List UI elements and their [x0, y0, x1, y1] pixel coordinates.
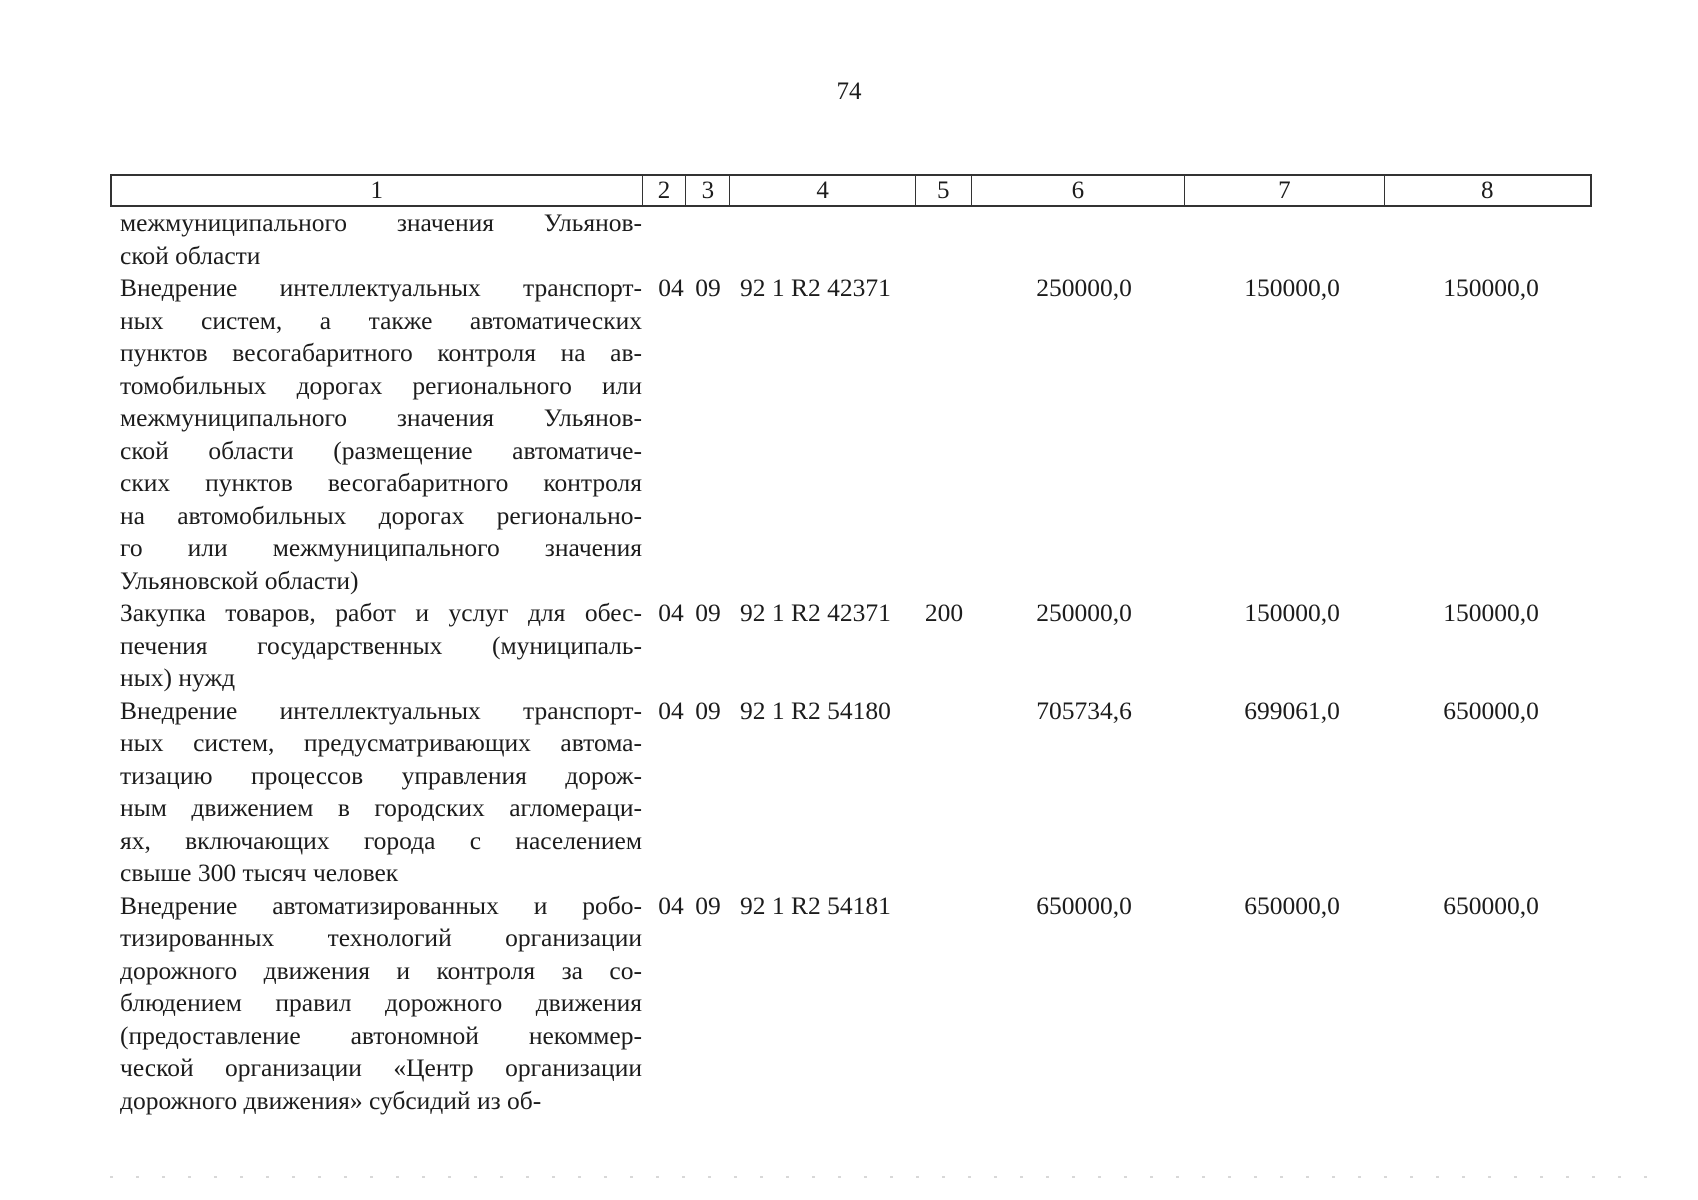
- table-row: [110, 695, 1592, 890]
- scan-artifact-dots: [110, 1176, 1670, 1178]
- column-header-6: 6: [972, 176, 1185, 205]
- row-description: [110, 695, 642, 890]
- description-line: на автомобильных дорогах регионально-: [120, 500, 642, 530]
- column-header-1: 1: [112, 176, 643, 205]
- amount-col-8: 150000,0: [1443, 598, 1539, 627]
- amount-col-8: 650000,0: [1443, 890, 1539, 920]
- table-row: [110, 597, 1592, 695]
- amount-col-8: 650000,0: [1443, 695, 1539, 725]
- subsection-code: 09: [695, 273, 721, 302]
- section-code: 04: [658, 598, 684, 627]
- section-code: 04: [658, 890, 684, 920]
- description-line: тизированных технологий организации: [120, 923, 642, 952]
- column-header-8: 8: [1481, 177, 1494, 204]
- amount-col-8: 150000,0: [1443, 273, 1539, 302]
- expense-type-code: 200: [924, 598, 964, 627]
- description-line: томобильных дорогах регионального или: [120, 370, 642, 400]
- description-line: Внедрение интеллектуальных транспорт-: [120, 695, 642, 725]
- description-line: (предоставление автономной некоммер-: [120, 1020, 642, 1050]
- amount-col-7: 150000,0: [1244, 273, 1340, 302]
- table-header-row: [110, 174, 1592, 207]
- table-row: [110, 890, 1592, 1118]
- subsection-code: 09: [695, 890, 721, 920]
- amount-col-7: 650000,0: [1244, 890, 1340, 920]
- description-line: ных систем, а также автоматических: [120, 305, 642, 335]
- description-line: блюдением правил дорожного движения: [120, 988, 642, 1017]
- description-line: тизацию процессов управления дорож-: [120, 760, 642, 790]
- column-header-7: 7: [1185, 176, 1384, 205]
- description-line: дорожного движения и контроля за со-: [120, 955, 642, 985]
- description-line: ской области (размещение автоматиче-: [120, 435, 642, 465]
- description-line: ных) нужд: [120, 663, 236, 692]
- column-header-3: 3: [686, 176, 730, 205]
- table-row: [110, 207, 1592, 272]
- amount-col-7: 699061,0: [1244, 695, 1340, 725]
- amount-col-6: 705734,6: [1036, 695, 1132, 725]
- description-line: межмуниципального значения Ульянов-: [120, 403, 642, 432]
- section-code: 04: [658, 695, 684, 725]
- target-article-code: 92 1 R2 42371: [740, 273, 891, 302]
- subsection-code: 09: [695, 598, 721, 627]
- row-description: [110, 272, 642, 597]
- description-line: ской области: [120, 240, 261, 270]
- description-line: дорожного движения» субсидий из об-: [120, 1085, 542, 1115]
- row-description: [110, 597, 642, 695]
- column-header-4: 4: [730, 176, 916, 205]
- budget-table: [110, 174, 1592, 1117]
- section-code: 04: [658, 273, 684, 302]
- description-line: межмуниципального значения Ульянов-: [120, 208, 642, 237]
- description-line: ческой организации «Центр организации: [120, 1053, 642, 1082]
- amount-col-6: 650000,0: [1036, 890, 1132, 920]
- table-body: [110, 207, 1592, 1117]
- description-line: ных систем, предусматривающих автома-: [120, 728, 642, 757]
- description-line: го или межмуниципального значения: [120, 533, 642, 562]
- description-line: пунктов весогабаритного контроля на ав-: [120, 338, 642, 367]
- table-row: [110, 272, 1592, 597]
- description-line: печения государственных (муниципаль-: [120, 630, 642, 660]
- amount-col-6: 250000,0: [1036, 273, 1132, 302]
- amount-col-6: 250000,0: [1036, 598, 1132, 627]
- description-line: ских пунктов весогабаритного контроля: [120, 468, 642, 497]
- column-header-2: 2: [643, 176, 687, 205]
- amount-col-7: 150000,0: [1244, 598, 1340, 627]
- description-line: Ульяновской области): [120, 565, 359, 595]
- page-number: 74: [836, 78, 862, 105]
- subsection-code: 09: [695, 695, 721, 725]
- description-line: Внедрение автоматизированных и робо-: [120, 890, 642, 920]
- column-header-5: 5: [916, 176, 972, 205]
- description-line: Закупка товаров, работ и услуг для обес-: [120, 598, 642, 627]
- target-article-code: 92 1 R2 54180: [740, 695, 891, 725]
- row-description: [110, 890, 642, 1118]
- target-article-code: 92 1 R2 42371: [740, 598, 891, 627]
- target-article-code: 92 1 R2 54181: [740, 890, 891, 920]
- description-line: Внедрение интеллектуальных транспорт-: [120, 273, 642, 302]
- description-line: ях, включающих города с населением: [120, 825, 642, 855]
- row-description: [110, 207, 642, 272]
- description-line: свыше 300 тысяч человек: [120, 858, 399, 887]
- description-line: ным движением в городских агломераци-: [120, 793, 642, 822]
